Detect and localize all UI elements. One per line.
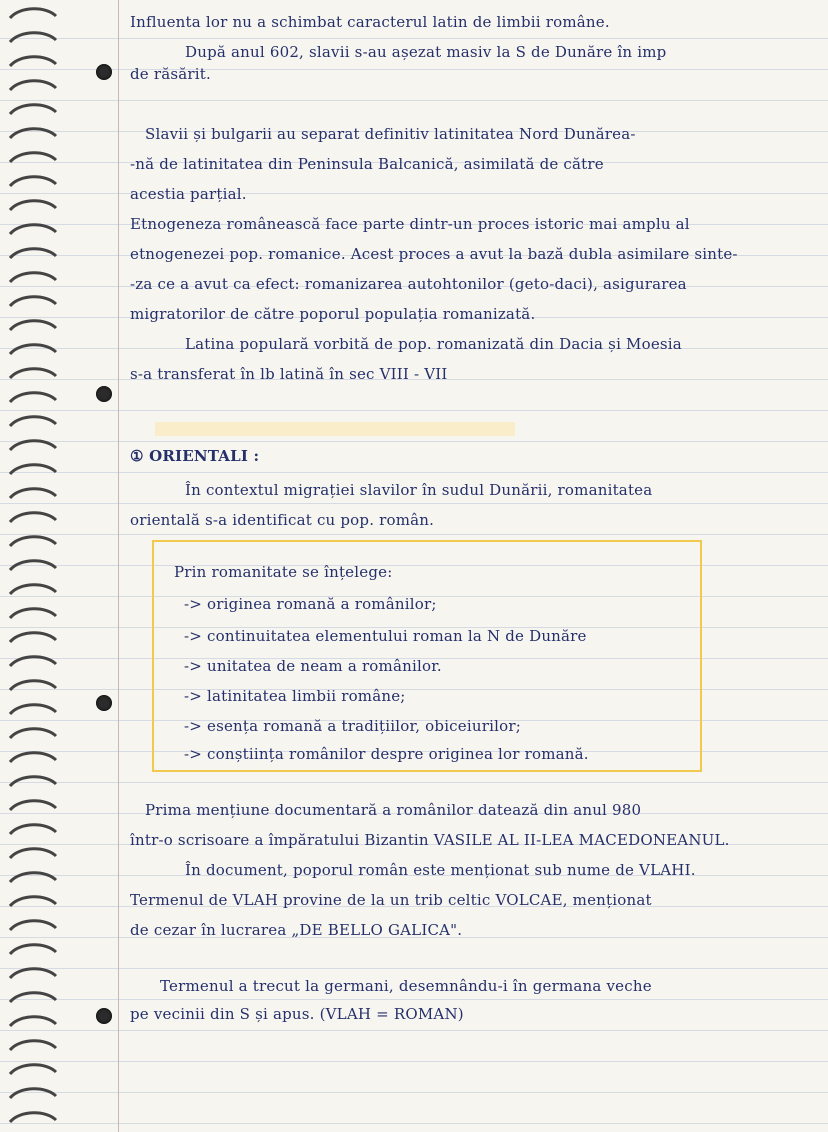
faint-highlight: [155, 422, 515, 436]
spiral-coil: [10, 753, 56, 762]
list-item: -> continuitatea elementului roman la N de Dunăre: [184, 627, 587, 645]
spiral-coil: [10, 969, 56, 978]
spiral-coil: [10, 129, 56, 138]
text-line: pe vecinii din S și apus. (VLAH = ROMAN): [130, 1005, 464, 1023]
spiral-coil: [10, 273, 56, 282]
spiral-coil: [10, 9, 56, 18]
list-item: -> originea romană a românilor;: [184, 595, 437, 613]
spiral-coil: [10, 537, 56, 546]
text-line: Prima mențiune documentară a românilor datează din anul 980: [145, 801, 642, 819]
list-item: -> esența romană a tradițiilor, obiceiurilor;: [184, 717, 521, 735]
spiral-coil: [10, 513, 56, 522]
spiral-coil: [10, 465, 56, 474]
spiral-coil: [10, 177, 56, 186]
spiral-coil: [10, 1089, 56, 1098]
spiral-coil: [10, 801, 56, 810]
spiral-coil: [10, 1065, 56, 1074]
text-line: Etnogeneza românească face parte dintr-un proces istoric mai amplu al: [130, 215, 690, 233]
text-line: Termenul a trecut la germani, desemnându-i în germana veche: [160, 977, 652, 995]
spiral-coil: [10, 609, 56, 618]
spiral-coil: [10, 105, 56, 114]
spiral-coil: [10, 1113, 56, 1122]
punch-hole: [96, 695, 112, 711]
text-line: s-a transferat în lb latină în sec VIII - VII: [130, 365, 448, 383]
spiral-coil: [10, 681, 56, 690]
text-line: În document, poporul român este menționat sub nume de VLAHI.: [185, 861, 696, 879]
spiral-coil: [10, 1017, 56, 1026]
spiral-binding: [0, 0, 64, 1132]
margin-line: [118, 0, 119, 1132]
text-line: de cezar în lucrarea „DE BELLO GALICA".: [130, 921, 463, 939]
spiral-coil: [10, 33, 56, 42]
spiral-coil: [10, 561, 56, 570]
text-line: -za ce a avut ca efect: romanizarea autohtonilor (geto-daci), asigurarea: [130, 275, 687, 293]
spiral-coil: [10, 921, 56, 930]
spiral-coil: [10, 57, 56, 66]
text-line: acestia parțial.: [130, 185, 247, 203]
text-line: Latina populară vorbită de pop. romanizată din Dacia și Moesia: [185, 335, 682, 353]
section-heading: ① ORIENTALI :: [130, 447, 260, 465]
spiral-coil: [10, 393, 56, 402]
spiral-coil: [10, 201, 56, 210]
spiral-coil: [10, 729, 56, 738]
spiral-coil: [10, 585, 56, 594]
punch-hole: [96, 386, 112, 402]
spiral-coil: [10, 225, 56, 234]
text-line: Influenta lor nu a schimbat caracterul latin de limbii române.: [130, 13, 610, 31]
spiral-coil: [10, 345, 56, 354]
spiral-coil: [10, 633, 56, 642]
spiral-coil: [10, 705, 56, 714]
punch-hole: [96, 1008, 112, 1024]
spiral-coil: [10, 825, 56, 834]
spiral-coil: [10, 417, 56, 426]
spiral-coil: [10, 489, 56, 498]
text-line: migratorilor de către poporul populația romanizată.: [130, 305, 536, 323]
spiral-coil: [10, 297, 56, 306]
box-title: Prin romanitate se înțelege:: [174, 563, 393, 581]
definition-box: [152, 540, 702, 772]
spiral-coil: [10, 849, 56, 858]
spiral-coil: [10, 945, 56, 954]
text-line: etnogenezei pop. romanice. Acest proces a avut la bază dubla asimilare sinte-: [130, 245, 738, 263]
text-line: într-o scrisoare a împăratului Bizantin VASILE AL II-LEA MACEDONEANUL.: [130, 831, 730, 849]
spiral-coil: [10, 153, 56, 162]
list-item: -> latinitatea limbii române;: [184, 687, 406, 705]
list-item: -> unitatea de neam a românilor.: [184, 657, 442, 675]
spiral-coil: [10, 369, 56, 378]
text-line: orientală s-a identificat cu pop. român.: [130, 511, 435, 529]
text-line: Termenul de VLAH provine de la un trib celtic VOLCAE, menționat: [130, 891, 652, 909]
spiral-coil: [10, 993, 56, 1002]
list-item: -> conștiința românilor despre originea lor romană.: [184, 745, 589, 763]
spiral-coil: [10, 441, 56, 450]
spiral-coil: [10, 249, 56, 258]
text-line: În contextul migrației slavilor în sudul Dunării, romanitatea: [185, 481, 653, 499]
text-line: de răsărit.: [130, 65, 211, 83]
text-line: -nă de latinitatea din Peninsula Balcanică, asimilată de către: [130, 155, 604, 173]
spiral-coil: [10, 321, 56, 330]
spiral-coil: [10, 657, 56, 666]
spiral-coil: [10, 777, 56, 786]
spiral-coil: [10, 873, 56, 882]
text-line: După anul 602, slavii s-au așezat masiv la S de Dunăre în imp: [185, 43, 667, 61]
punch-hole: [96, 64, 112, 80]
spiral-coil: [10, 897, 56, 906]
spiral-coil: [10, 1041, 56, 1050]
text-line: Slavii și bulgarii au separat definitiv latinitatea Nord Dunărea-: [145, 125, 636, 143]
spiral-coil: [10, 81, 56, 90]
